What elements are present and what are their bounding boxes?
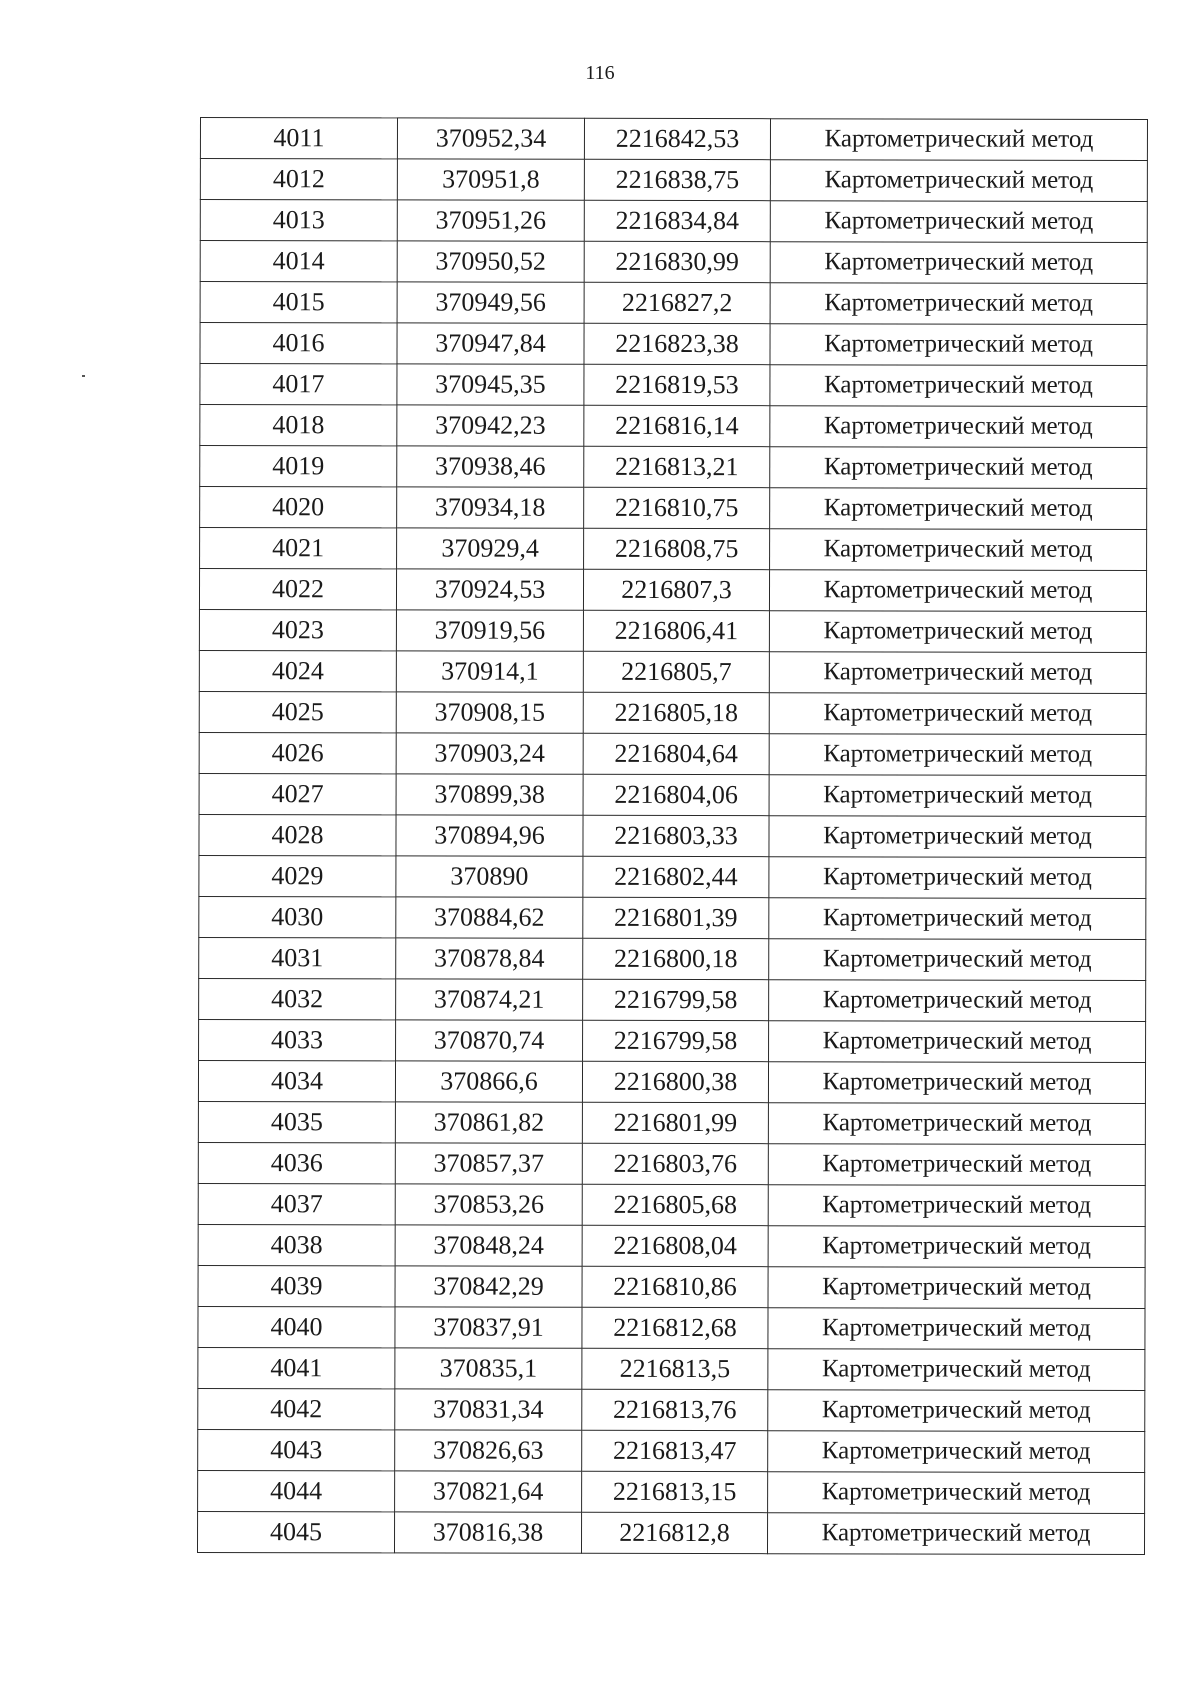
y-coordinate-cell: 2216804,64: [583, 733, 769, 774]
method-cell: Картометрический метод: [769, 898, 1146, 940]
point-number-cell: 4026: [199, 732, 396, 773]
point-number-cell: 4038: [198, 1224, 395, 1265]
method-cell: Картометрический метод: [770, 242, 1147, 284]
point-number-cell: 4017: [200, 364, 397, 405]
y-coordinate-cell: 2216799,58: [583, 1020, 769, 1061]
method-cell: Картометрический метод: [770, 447, 1147, 489]
x-coordinate-cell: 370842,29: [395, 1266, 582, 1307]
x-coordinate-cell: 370890: [396, 856, 583, 897]
method-cell: Картометрический метод: [769, 1021, 1146, 1063]
y-coordinate-cell: 2216807,3: [583, 569, 769, 610]
point-number-cell: 4025: [199, 691, 396, 732]
y-coordinate-cell: 2216810,86: [582, 1266, 768, 1307]
point-number-cell: 4034: [198, 1060, 395, 1101]
coordinates-table: [197, 117, 1148, 1555]
table-row: [199, 855, 1146, 898]
x-coordinate-cell: 370899,38: [396, 774, 583, 815]
method-cell: Картометрический метод: [768, 1144, 1145, 1186]
point-number-cell: 4035: [198, 1101, 395, 1142]
method-cell: Картометрический метод: [770, 160, 1147, 202]
table-row: [199, 732, 1146, 775]
y-coordinate-cell: 2216803,76: [582, 1143, 768, 1184]
table-row: [200, 282, 1147, 325]
method-cell: Картометрический метод: [770, 529, 1147, 571]
y-coordinate-cell: 2216816,14: [584, 405, 770, 446]
point-number-cell: 4028: [199, 814, 396, 855]
point-number-cell: 4033: [199, 1019, 396, 1060]
table-row: [199, 569, 1146, 612]
y-coordinate-cell: 2216803,33: [583, 815, 769, 856]
y-coordinate-cell: 2216842,53: [584, 118, 770, 159]
method-cell: Картометрический метод: [769, 939, 1146, 981]
x-coordinate-cell: 370929,4: [397, 528, 584, 569]
page-number: 116: [585, 62, 615, 84]
y-coordinate-cell: 2216813,15: [582, 1471, 768, 1512]
method-cell: Картометрический метод: [768, 1226, 1145, 1268]
table-row: [198, 1429, 1145, 1472]
table-row: [198, 1347, 1145, 1390]
point-number-cell: 4020: [200, 487, 397, 528]
y-coordinate-cell: 2216804,06: [583, 774, 769, 815]
point-number-cell: 4037: [198, 1183, 395, 1224]
table-row: [200, 118, 1147, 161]
y-coordinate-cell: 2216823,38: [584, 323, 770, 364]
x-coordinate-cell: 370874,21: [396, 979, 583, 1020]
x-coordinate-cell: 370884,62: [396, 897, 583, 938]
x-coordinate-cell: 370914,1: [396, 651, 583, 692]
table-row: [200, 487, 1147, 530]
x-coordinate-cell: 370938,46: [397, 446, 584, 487]
table-row: [198, 1142, 1145, 1185]
x-coordinate-cell: 370826,63: [395, 1430, 582, 1471]
method-cell: Картометрический метод: [768, 1103, 1145, 1145]
x-coordinate-cell: 370816,38: [394, 1512, 581, 1553]
method-cell: Картометрический метод: [768, 1390, 1145, 1432]
point-number-cell: 4016: [200, 323, 397, 364]
table-row: [198, 1306, 1145, 1349]
table-row: [200, 446, 1147, 489]
y-coordinate-cell: 2216827,2: [584, 282, 770, 323]
table-row: [200, 200, 1147, 243]
table-row: [199, 609, 1146, 652]
point-number-cell: 4013: [200, 200, 397, 241]
table-row: [200, 323, 1147, 366]
method-cell: Картометрический метод: [770, 283, 1147, 325]
method-cell: Картометрический метод: [769, 775, 1146, 817]
method-cell: Картометрический метод: [770, 406, 1147, 448]
table-row: [199, 896, 1146, 939]
x-coordinate-cell: 370908,15: [396, 692, 583, 733]
y-coordinate-cell: 2216834,84: [584, 200, 770, 241]
point-number-cell: 4015: [200, 282, 397, 323]
method-cell: Картометрический метод: [769, 857, 1146, 899]
x-coordinate-cell: 370866,6: [395, 1061, 582, 1102]
y-coordinate-cell: 2216800,38: [582, 1061, 768, 1102]
table-row: [199, 773, 1146, 816]
point-number-cell: 4027: [199, 773, 396, 814]
x-coordinate-cell: 370952,34: [397, 118, 584, 159]
table-body: [197, 118, 1147, 1555]
method-cell: Картометрический метод: [769, 816, 1146, 858]
y-coordinate-cell: 2216801,99: [582, 1102, 768, 1143]
method-cell: Картометрический метод: [769, 734, 1146, 776]
table-row: [200, 241, 1147, 284]
point-number-cell: 4042: [198, 1388, 395, 1429]
table-row: [197, 1511, 1144, 1554]
method-cell: Картометрический метод: [768, 1472, 1145, 1514]
method-cell: Картометрический метод: [769, 652, 1146, 694]
y-coordinate-cell: 2216808,04: [582, 1225, 768, 1266]
table-row: [198, 1183, 1145, 1226]
x-coordinate-cell: 370942,23: [397, 405, 584, 446]
point-number-cell: 4019: [200, 446, 397, 487]
point-number-cell: 4024: [199, 650, 396, 691]
coordinates-table-container: [197, 117, 1147, 1555]
table-row: [200, 405, 1147, 448]
x-coordinate-cell: 370934,18: [397, 487, 584, 528]
method-cell: Картометрический метод: [768, 1267, 1145, 1309]
y-coordinate-cell: 2216800,18: [583, 938, 769, 979]
table-row: [200, 159, 1147, 202]
point-number-cell: 4031: [199, 937, 396, 978]
method-cell: Картометрический метод: [768, 1349, 1145, 1391]
method-cell: Картометрический метод: [769, 980, 1146, 1022]
y-coordinate-cell: 2216801,39: [583, 897, 769, 938]
method-cell: Картометрический метод: [769, 570, 1146, 612]
method-cell: Картометрический метод: [768, 1308, 1145, 1350]
table-row: [199, 650, 1146, 693]
point-number-cell: 4045: [197, 1511, 394, 1552]
x-coordinate-cell: 370919,56: [396, 610, 583, 651]
y-coordinate-cell: 2216806,41: [583, 610, 769, 651]
y-coordinate-cell: 2216813,5: [582, 1348, 768, 1389]
method-cell: Картометрический метод: [770, 119, 1147, 161]
y-coordinate-cell: 2216799,58: [583, 979, 769, 1020]
table-row: [200, 364, 1147, 407]
table-row: [198, 1224, 1145, 1267]
y-coordinate-cell: 2216819,53: [584, 364, 770, 405]
y-coordinate-cell: 2216805,7: [583, 651, 769, 692]
point-number-cell: 4039: [198, 1265, 395, 1306]
point-number-cell: 4041: [198, 1347, 395, 1388]
y-coordinate-cell: 2216813,21: [584, 446, 770, 487]
x-coordinate-cell: 370857,37: [395, 1143, 582, 1184]
y-coordinate-cell: 2216802,44: [583, 856, 769, 897]
method-cell: Картометрический метод: [769, 611, 1146, 653]
point-number-cell: 4023: [199, 609, 396, 650]
x-coordinate-cell: 370951,26: [397, 200, 584, 241]
x-coordinate-cell: 370878,84: [396, 938, 583, 979]
table-row: [198, 1060, 1145, 1103]
x-coordinate-cell: 370947,84: [397, 323, 584, 364]
x-coordinate-cell: 370949,56: [397, 282, 584, 323]
x-coordinate-cell: 370861,82: [395, 1102, 582, 1143]
method-cell: Картометрический метод: [768, 1185, 1145, 1227]
table-row: [198, 1265, 1145, 1308]
x-coordinate-cell: 370924,53: [396, 569, 583, 610]
point-number-cell: 4040: [198, 1306, 395, 1347]
y-coordinate-cell: 2216812,8: [581, 1512, 767, 1553]
table-row: [199, 1019, 1146, 1062]
x-coordinate-cell: 370950,52: [397, 241, 584, 282]
table-row: [199, 978, 1146, 1021]
table-row: [199, 937, 1146, 980]
point-number-cell: 4011: [200, 118, 397, 159]
method-cell: Картометрический метод: [769, 693, 1146, 735]
y-coordinate-cell: 2216812,68: [582, 1307, 768, 1348]
x-coordinate-cell: 370951,8: [397, 159, 584, 200]
point-number-cell: 4021: [200, 528, 397, 569]
point-number-cell: 4014: [200, 241, 397, 282]
x-coordinate-cell: 370821,64: [395, 1471, 582, 1512]
y-coordinate-cell: 2216805,68: [582, 1184, 768, 1225]
x-coordinate-cell: 370837,91: [395, 1307, 582, 1348]
x-coordinate-cell: 370903,24: [396, 733, 583, 774]
y-coordinate-cell: 2216813,47: [582, 1430, 768, 1471]
method-cell: Картометрический метод: [768, 1062, 1145, 1104]
table-row: [200, 528, 1147, 571]
y-coordinate-cell: 2216830,99: [584, 241, 770, 282]
x-coordinate-cell: 370835,1: [395, 1348, 582, 1389]
point-number-cell: 4043: [198, 1429, 395, 1470]
method-cell: Картометрический метод: [770, 324, 1147, 366]
point-number-cell: 4032: [199, 978, 396, 1019]
table-row: [198, 1470, 1145, 1513]
point-number-cell: 4022: [199, 569, 396, 610]
y-coordinate-cell: 2216813,76: [582, 1389, 768, 1430]
method-cell: Картометрический метод: [770, 488, 1147, 530]
method-cell: Картометрический метод: [767, 1513, 1144, 1555]
y-coordinate-cell: 2216808,75: [584, 528, 770, 569]
table-row: [198, 1388, 1145, 1431]
point-number-cell: 4036: [198, 1142, 395, 1183]
y-coordinate-cell: 2216805,18: [583, 692, 769, 733]
x-coordinate-cell: 370831,34: [395, 1389, 582, 1430]
point-number-cell: 4030: [199, 896, 396, 937]
x-coordinate-cell: 370848,24: [395, 1225, 582, 1266]
point-number-cell: 4018: [200, 405, 397, 446]
x-coordinate-cell: 370870,74: [396, 1020, 583, 1061]
point-number-cell: 4012: [200, 159, 397, 200]
x-coordinate-cell: 370945,35: [397, 364, 584, 405]
table-row: [199, 814, 1146, 857]
method-cell: Картометрический метод: [770, 365, 1147, 407]
x-coordinate-cell: 370853,26: [395, 1184, 582, 1225]
table-row: [199, 691, 1146, 734]
point-number-cell: 4029: [199, 855, 396, 896]
method-cell: Картометрический метод: [770, 201, 1147, 243]
scan-speck: [82, 375, 85, 377]
y-coordinate-cell: 2216810,75: [584, 487, 770, 528]
table-row: [198, 1101, 1145, 1144]
y-coordinate-cell: 2216838,75: [584, 159, 770, 200]
x-coordinate-cell: 370894,96: [396, 815, 583, 856]
method-cell: Картометрический метод: [768, 1431, 1145, 1473]
point-number-cell: 4044: [198, 1470, 395, 1511]
